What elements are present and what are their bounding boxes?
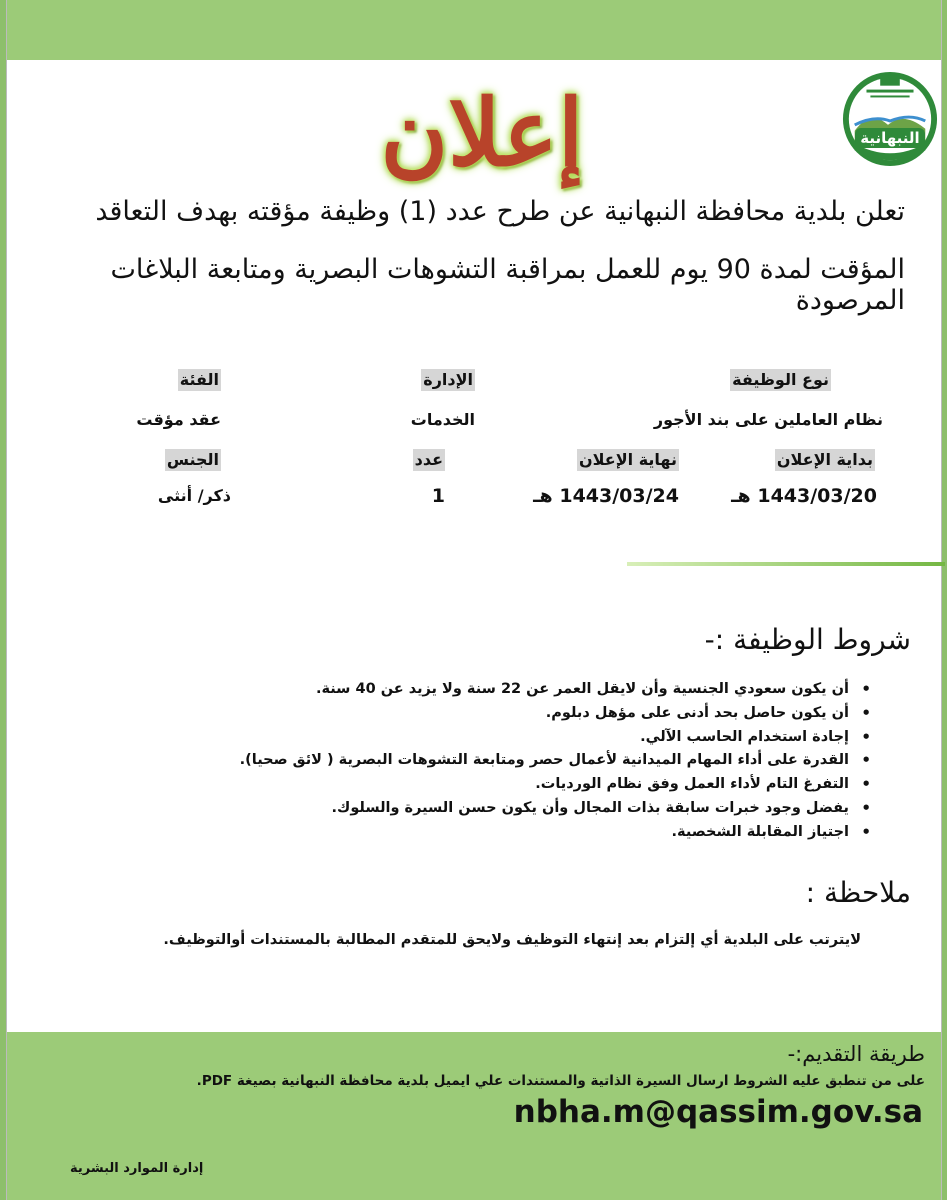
municipality-emblem-icon	[841, 70, 939, 168]
list-item	[171, 821, 871, 845]
top-green-band	[7, 0, 941, 60]
value-start-date: 1443/03/20 هـ	[731, 485, 877, 507]
list-item	[171, 702, 871, 726]
header-gender: الجنس	[166, 450, 219, 469]
header-end-date: نهاية الإعلان	[579, 450, 677, 469]
list-item	[171, 773, 871, 797]
condition-text: أن يكون حاصل بحد أدنى على مؤهل دبلوم.	[545, 704, 849, 721]
list-item	[171, 749, 871, 773]
section-divider	[627, 562, 945, 566]
value-job-type: نظام العاملين على بند الأجور	[653, 410, 883, 429]
condition-text: التفرغ التام لأداء العمل وفق نظام الورديات.	[535, 776, 849, 793]
note-heading: ملاحظة :	[805, 876, 911, 909]
bullet-icon: •	[861, 727, 871, 746]
bullet-icon: •	[861, 703, 871, 722]
intro-line-2: المؤقت لمدة 90 يوم للعمل بمراقبة التشوهات البصرية ومتابعة البلاغات المرصودة	[110, 254, 905, 316]
note-text: لايترتب على البلدية أي إلتزام بعد إنتهاء التوظيف ولايحق للمتقدم المطالبة بالمستندات أوالتوظيف.	[163, 932, 861, 948]
logo-name-text: النبهانية	[855, 128, 925, 148]
value-count: 1	[431, 485, 445, 507]
conditions-list	[171, 678, 871, 845]
condition-text: اجتياز المقابلة الشخصية.	[671, 823, 849, 840]
condition-text: إجادة استخدام الحاسب الآلي.	[640, 728, 849, 745]
condition-text: يفضل وجود خبرات سابقة بذات المجال وأن يكون حسن السيرة والسلوك.	[331, 799, 849, 816]
header-department: الإدارة	[423, 370, 473, 389]
apply-heading: طريقة التقديم:-	[787, 1042, 925, 1066]
condition-text: أن يكون سعودي الجنسية وأن لايقل العمر عن 22 سنة ولا يزيد عن 40 سنة.	[315, 681, 849, 697]
list-item	[171, 726, 871, 750]
header-count: عدد	[414, 450, 443, 469]
apply-text: على من تنطبق عليه الشروط ارسال السيرة الذاتية والمستندات علي ايميل بلدية محافظة النبهانية بصيغة PDF.	[196, 1073, 925, 1089]
header-category: الفئة	[179, 370, 219, 389]
announcement-page	[6, 0, 942, 1200]
hr-department-signature: إدارة الموارد البشرية	[70, 1161, 204, 1176]
value-gender: ذكر/ أنثى	[157, 486, 231, 505]
intro-line-1: تعلن بلدية محافظة النبهانية عن طرح عدد (1) وظيفة مؤقته بهدف التعاقد	[95, 196, 905, 227]
value-category: عقد مؤقت	[136, 410, 221, 429]
list-item	[171, 678, 871, 702]
bullet-icon: •	[861, 751, 871, 770]
condition-text: القدرة على أداء المهام الميدانية لأعمال حصر ومتابعة التشوهات البصرية ( لائق صحيا).	[239, 752, 849, 769]
value-end-date: 1443/03/24 هـ	[533, 485, 679, 507]
value-department: الخدمات	[410, 410, 475, 429]
list-item	[171, 797, 871, 821]
bullet-icon: •	[861, 798, 871, 817]
bullet-icon: •	[861, 822, 871, 841]
bullet-icon: •	[861, 775, 871, 794]
page-title: إعلان	[380, 79, 584, 187]
header-start-date: بداية الإعلان	[776, 450, 873, 469]
conditions-heading: شروط الوظيفة :-	[704, 623, 911, 656]
bullet-icon: •	[861, 680, 871, 698]
contact-email-link[interactable]: nbha.m@qassim.gov.sa	[513, 1094, 923, 1130]
header-job-type: نوع الوظيفة	[732, 370, 829, 389]
